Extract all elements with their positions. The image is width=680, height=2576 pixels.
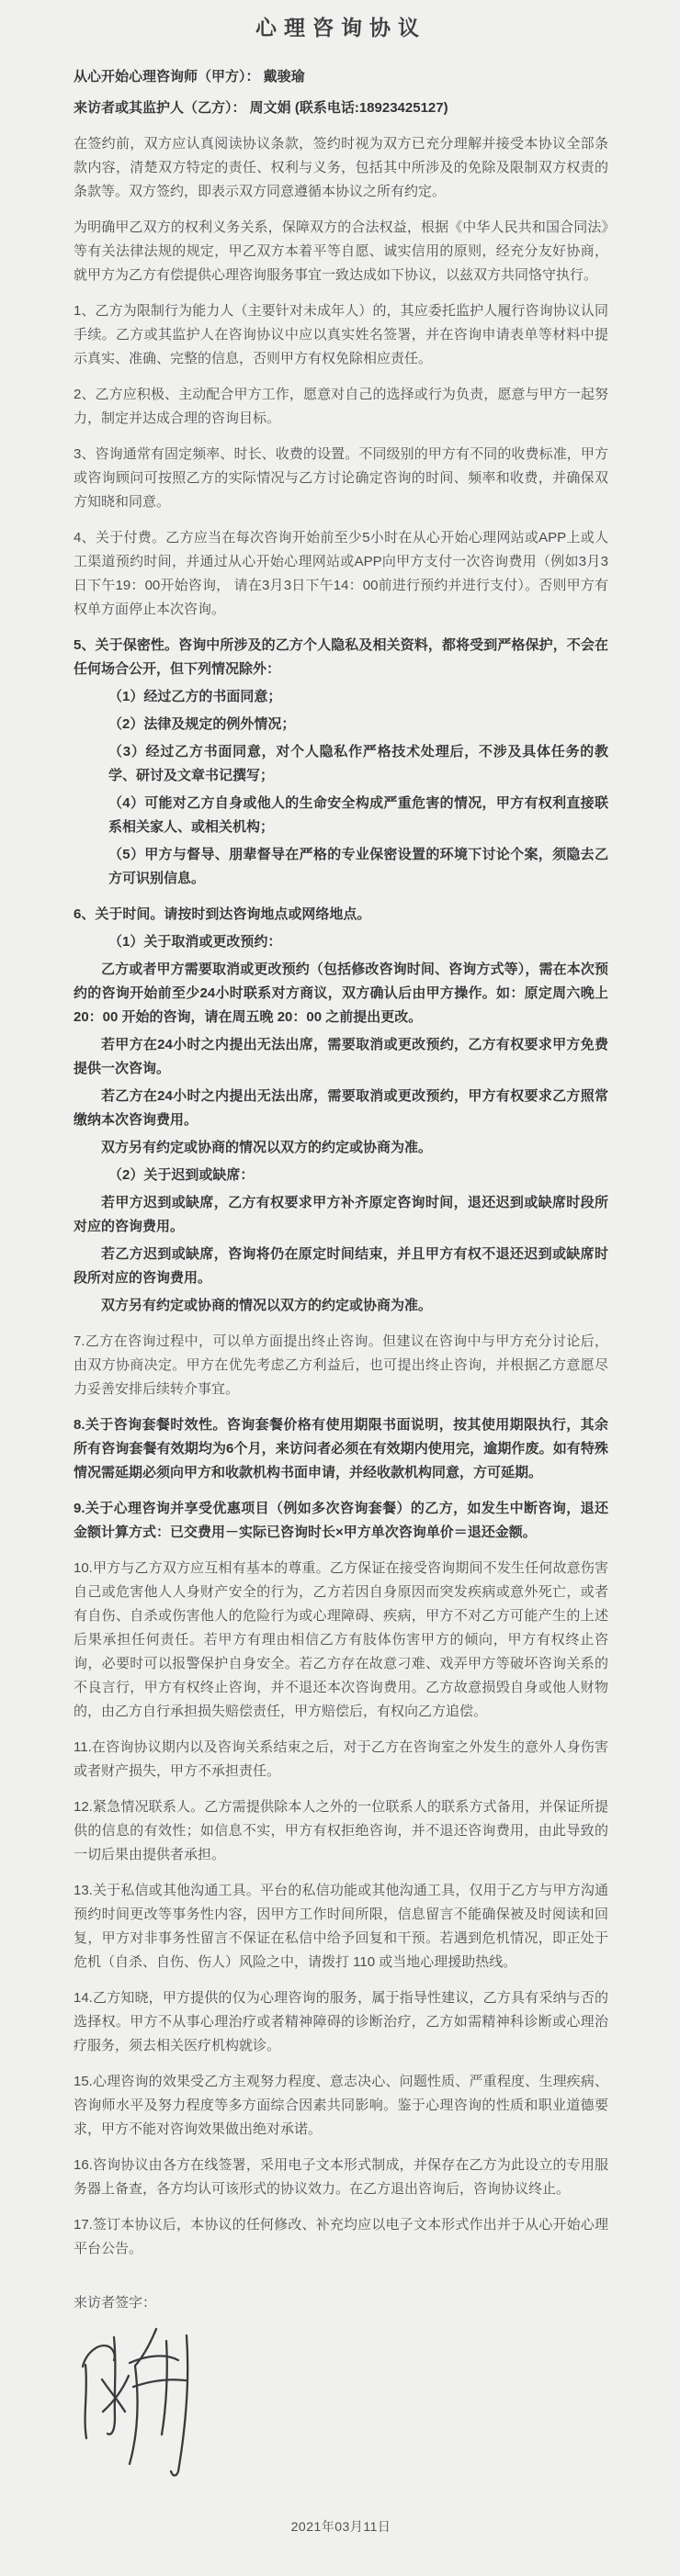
agreement-paragraph: 5、关于保密性。咨询中所涉及的乙方个人隐私及相关资料，都将受到严格保护，不会在任何场合公开，但下列情况除外： [74,637,608,677]
agreement-paragraph: 为明确甲乙双方的权利义务关系，保障双方的合法权益，根据《中华人民共和国合同法》等有关法律法规的规定，甲乙双方本着平等自愿、诚实信用的原则，经充分友好协商，就甲方为乙方有偿提供心理咨询服务事宜一致达成如下协议，以兹双方共同恪守执行。 [74,219,608,283]
party-a-line: 从心开始心理咨询师（甲方）： 戴骏瑜 [74,69,305,84]
agreement-paragraph: 若甲方迟到或缺席，乙方有权要求甲方补齐原定咨询时间，退还迟到或缺席时段所对应的咨询费用。 [74,1195,608,1234]
visitor-signature-label: 来访者签字： [74,2295,157,2311]
agreement-paragraph: 14.乙方知晓，甲方提供的仅为心理咨询的服务，属于指导性建议，乙方具有采纳与否的选择权。甲方不从事心理治疗或者精神障碍的诊断治疗，乙方如需精神科诊断或心理治疗服务，须去相关医疗机构就诊。 [74,1990,608,2053]
agreement-paragraph: （4）可能对乙方自身或他人的生命安全构成严重危害的情况，甲方有权利直接联系相关家人、或相关机构； [108,795,608,835]
agreement-paragraph: 双方另有约定或协商的情况以双方的约定或协商为准。 [101,1298,433,1313]
agreement-paragraph: 16.咨询协议由各方在线签署，采用电子文本形式制成，并保存在乙方为此设立的专用服务器上备查，各方均认可该形式的协议效力。在乙方退出咨询后，咨询协议终止。 [74,2157,608,2197]
agreement-paragraph: 乙方或者甲方需要取消或更改预约（包括修改咨询时间、咨询方式等），需在本次预约的咨询开始前至少24小时联系对方商议，双方确认后由甲方操作。如：原定周六晚上 20：00 开始的咨询，请在周五晚 20：00 之前提出更改。 [74,962,608,1025]
agreement-paragraph: 2、乙方应积极、主动配合甲方工作，愿意对自己的选择或行为负责，愿意与甲方一起努力，制定并达成合理的咨询目标。 [74,387,608,426]
agreement-paragraph: 13.关于私信或其他沟通工具。平台的私信功能或其他沟通工具，仅用于乙方与甲方沟通预约时间更改等事务性内容，因甲方工作时间所限，信息留言不能确保被及时阅读和回复，甲方对非事务性留言不保证在私信中给予回复和干预。若遇到危机情况，即正处于危机（自杀、自伤、伤人）风险之中，请拨打 110 或当地心理援助热线。 [74,1883,608,1970]
agreement-paragraph: 双方另有约定或协商的情况以双方的约定或协商为准。 [101,1140,433,1155]
page-title: 心理咨询协议 [255,16,426,39]
agreement-paragraph: 10.甲方与乙方双方应互相有基本的尊重。乙方保证在接受咨询期间不发生任何故意伤害自己或危害他人人身财产安全的行为，乙方若因自身原因而突发疾病或意外死亡，或者有自伤、自杀或伤害他人的危险行为或心理障碍、疾病，甲方不对乙方可能产生的上述后果承担任何责任。若甲方有理由相信乙方有肢体伤害甲方的倾向，甲方有权终止咨询，必要时可以报警保护自身安全。若乙方存在故意刁难、戏弄甲方等破坏咨询关系的不良言行，甲方有权终止咨询，并不退还本次咨询费用。乙方故意损毁自身或他人财物的，由乙方自行承担损失赔偿责任，甲方赔偿后，有权向乙方追偿。 [74,1560,608,1719]
agreement-paragraph: 9.关于心理咨询并享受优惠项目（例如多次咨询套餐）的乙方，如发生中断咨询，退还金额计算方式：已交费用－实际已咨询时长×甲方单次咨询单价＝退还金额。 [74,1501,608,1540]
agreement-paragraph: （2）法律及规定的例外情况； [108,716,296,732]
agreement-paragraph: （1）经过乙方的书面同意； [108,689,282,704]
agreement-paragraph: 15.心理咨询的效果受乙方主观努力程度、意志决心、问题性质、严重程度、生理疾病、咨询师水平及努力程度等多方面综合因素共同影响。鉴于心理咨询的性质和职业道德要求，甲方不能对咨询效果做出绝对承诺。 [74,2074,608,2137]
agreement-paragraph: 4、关于付费。乙方应当在每次咨询开始前至少5小时在从心开始心理网站或APP上或人工渠道预约时间，并通过从心开始心理网站或APP向甲方支付一次咨询费用（例如3月3日下午19：00开始咨询， 请在3月3日下午14：00前进行预约并进行支付）。否则甲方有权单方面停止本次咨询。 [74,530,608,617]
agreement-paragraph: 7.乙方在咨询过程中，可以单方面提出终止咨询。但建议在咨询中与甲方充分讨论后，由双方协商决定。甲方在优先考虑乙方利益后，也可提出终止咨询，并根据乙方意愿尽力妥善安排后续转介事宜。 [74,1333,608,1397]
agreement-paragraph: 3、咨询通常有固定频率、时长、收费的设置。不同级别的甲方有不同的收费标准，甲方或咨询顾问可按照乙方的实际情况与乙方讨论确定咨询的时间、频率和收费，并确保双方知晓和同意。 [74,446,608,510]
agreement-paragraph: 若甲方在24小时之内提出无法出席，需要取消或更改预约，乙方有权要求甲方免费提供一次咨询。 [74,1037,608,1076]
agreement-paragraph: 12.紧急情况联系人。乙方需提供除本人之外的一位联系人的联系方式备用，并保证所提供的信息的有效性；如信息不实，甲方有权拒绝咨询，并不退还咨询费用，由此导致的一切后果由提供者承担。 [74,1799,608,1862]
agreement-paragraph: （1）关于取消或更改预约： [108,934,282,950]
agreement-paragraph: 若乙方在24小时之内提出无法出席，需要取消或更改预约，甲方有权要求乙方照常缴纳本次咨询费用。 [74,1088,608,1128]
agreement-body [74,132,608,2261]
agreement-paragraph: 在签约前，双方应认真阅读协议条款，签约时视为双方已充分理解并接受本协议全部条款内容，清楚双方特定的责任、权利与义务，包括其中所涉及的免除及限制双方权责的条款等。双方签约，即表示双方同意遵循本协议之所有约定。 [74,136,608,199]
agreement-paragraph: 17.签订本协议后，本协议的任何修改、补充均应以电子文本形式作出并于从心开始心理平台公告。 [74,2217,608,2256]
agreement-paragraph: 若乙方迟到或缺席，咨询将仍在原定时间结束，并且甲方有权不退还迟到或缺席时段所对应的咨询费用。 [74,1246,608,1286]
agreement-paragraph: 6、关于时间。请按时到达咨询地点或网络地点。 [74,906,371,922]
agreement-paragraph: （5）甲方与督导、朋辈督导在严格的专业保密设置的环境下讨论个案，须隐去乙方可识别信息。 [108,847,608,886]
signing-date: 2021年03月11日 [290,2519,391,2534]
agreement-paragraph: 1、乙方为限制行为能力人（主要针对未成年人）的，其应委托监护人履行咨询协议认同手续。乙方或其监护人在咨询协议中应以真实姓名签署，并在咨询申请表单等材料中提示真实、准确、完整的信息，否则甲方有权免除相应责任。 [74,303,608,366]
agreement-paragraph: （3）经过乙方书面同意，对个人隐私作严格技术处理后，不涉及具体任务的教学、研讨及文章书记撰写； [108,744,608,783]
party-b-line: 来访者或其监护人（乙方）： 周文娟 (联系电话:18923425127) [74,100,448,116]
agreement-paragraph: 8.关于咨询套餐时效性。咨询套餐价格有使用期限书面说明，按其使用期限执行，其余所有咨询套餐有效期均为6个月，来访问者必须在有效期内使用完，逾期作废。如有特殊情况需延期必须向甲方和收款机构书面申请，并经收款机构同意，方可延期。 [74,1417,608,1480]
signature-area [77,2326,608,2482]
handwritten-signature [77,2326,224,2482]
agreement-paragraph: （2）关于迟到或缺席： [108,1167,255,1183]
agreement-paragraph: 11.在咨询协议期内以及咨询关系结束之后，对于乙方在咨询室之外发生的意外人身伤害或者财产损失，甲方不承担责任。 [74,1739,608,1779]
